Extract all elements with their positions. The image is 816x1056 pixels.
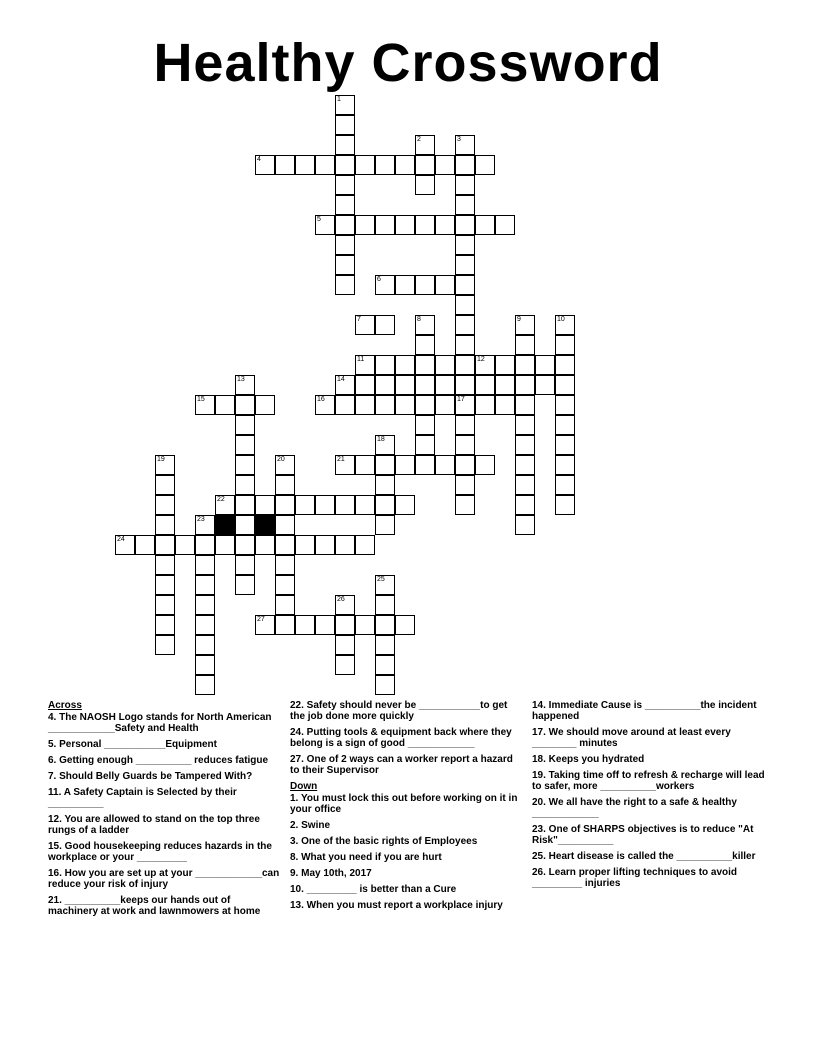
clue-number: 25 [377, 576, 385, 583]
across-clues [48, 712, 283, 917]
grid-cell[interactable] [515, 515, 535, 535]
grid-cell[interactable] [435, 355, 455, 375]
grid-cell[interactable] [555, 415, 575, 435]
clue-column-3 [532, 700, 767, 894]
clue-number: 1 [337, 96, 341, 103]
grid-cell[interactable] [155, 595, 175, 615]
clue-item: 25. Heart disease is called the __________killer [532, 851, 756, 862]
grid-cell[interactable] [155, 535, 175, 555]
grid-cell[interactable] [395, 215, 415, 235]
grid-cell[interactable] [195, 515, 215, 535]
grid-cell[interactable] [435, 455, 455, 475]
grid-cell[interactable] [335, 635, 355, 655]
clue-number: 18 [377, 436, 385, 443]
grid-cell[interactable] [475, 155, 495, 175]
grid-cell[interactable] [335, 655, 355, 675]
down-heading: Down [290, 781, 318, 792]
grid-cell[interactable] [255, 615, 275, 635]
grid-cell[interactable] [395, 615, 415, 635]
grid-cell[interactable] [535, 355, 555, 375]
clue-item: 20. We all have the right to a safe & healthy ____________ [532, 797, 737, 819]
clue-number: 6 [377, 276, 381, 283]
clue-number: 11 [357, 356, 365, 363]
grid-cell[interactable] [515, 355, 535, 375]
clue-item: 18. Keeps you hydrated [532, 754, 645, 765]
grid-cell[interactable] [395, 355, 415, 375]
grid-cell[interactable] [515, 395, 535, 415]
grid-cell[interactable] [375, 615, 395, 635]
clue-number: 14 [337, 376, 345, 383]
clue-item: 7. Should Belly Guards be Tampered With? [48, 771, 253, 782]
clue-item: 9. May 10th, 2017 [290, 868, 372, 879]
clue-number: 19 [157, 456, 165, 463]
grid-cell[interactable] [555, 455, 575, 475]
grid-cell[interactable] [195, 595, 215, 615]
black-cell [215, 515, 235, 535]
grid-cell[interactable] [195, 615, 215, 635]
grid-cell[interactable] [235, 415, 255, 435]
grid-cell[interactable] [335, 395, 355, 415]
grid-cell[interactable] [335, 95, 355, 115]
grid-cell[interactable] [395, 155, 415, 175]
grid-cell[interactable] [515, 315, 535, 335]
grid-cell[interactable] [415, 435, 435, 455]
clue-column-2 [290, 700, 525, 916]
grid-cell[interactable] [195, 555, 215, 575]
grid-cell[interactable] [335, 495, 355, 515]
grid-cell[interactable] [235, 555, 255, 575]
grid-cell[interactable] [195, 535, 215, 555]
grid-cell[interactable] [155, 475, 175, 495]
grid-cell[interactable] [135, 535, 155, 555]
across-clues-cont [290, 700, 525, 776]
grid-cell[interactable] [235, 515, 255, 535]
grid-cell[interactable] [395, 395, 415, 415]
grid-cell[interactable] [455, 335, 475, 355]
grid-cell[interactable] [335, 175, 355, 195]
grid-cell[interactable] [455, 155, 475, 175]
grid-cell[interactable] [335, 375, 355, 395]
grid-cell[interactable] [255, 535, 275, 555]
grid-cell[interactable] [235, 395, 255, 415]
grid-cell[interactable] [335, 455, 355, 475]
grid-cell[interactable] [355, 395, 375, 415]
clue-number: 24 [117, 536, 125, 543]
down-clues-cont [532, 700, 767, 889]
grid-cell[interactable] [275, 475, 295, 495]
grid-cell[interactable] [375, 375, 395, 395]
grid-cell[interactable] [375, 655, 395, 675]
grid-cell[interactable] [555, 395, 575, 415]
clue-number: 22 [217, 496, 225, 503]
grid-cell[interactable] [555, 495, 575, 515]
grid-cell[interactable] [335, 255, 355, 275]
grid-cell[interactable] [155, 455, 175, 475]
grid-cell[interactable] [335, 195, 355, 215]
grid-cell[interactable] [455, 495, 475, 515]
grid-cell[interactable] [555, 375, 575, 395]
clue-item: 14. Immediate Cause is __________the incident happened [532, 700, 757, 722]
grid-cell[interactable] [515, 335, 535, 355]
grid-cell[interactable] [515, 435, 535, 455]
grid-cell[interactable] [395, 455, 415, 475]
clue-item: 12. You are allowed to stand on the top three rungs of a ladder [48, 814, 260, 836]
grid-cell[interactable] [415, 395, 435, 415]
grid-cell[interactable] [335, 215, 355, 235]
clue-item: 1. You must lock this out before working on it in your office [290, 793, 518, 815]
grid-cell[interactable] [355, 495, 375, 515]
grid-cell[interactable] [315, 615, 335, 635]
grid-cell[interactable] [395, 375, 415, 395]
clue-number: 16 [317, 396, 325, 403]
grid-cell[interactable] [375, 395, 395, 415]
grid-cell[interactable] [555, 435, 575, 455]
grid-cell[interactable] [515, 475, 535, 495]
clue-item: 2. Swine [290, 820, 331, 831]
clue-item: 17. We should move around at least every ________ minutes [532, 727, 731, 749]
grid-cell[interactable] [195, 575, 215, 595]
grid-cell[interactable] [235, 455, 255, 475]
grid-cell[interactable] [435, 155, 455, 175]
grid-cell[interactable] [555, 335, 575, 355]
grid-cell[interactable] [195, 675, 215, 695]
grid-cell[interactable] [215, 395, 235, 415]
clue-number: 21 [337, 456, 345, 463]
grid-cell[interactable] [355, 155, 375, 175]
clue-number: 26 [337, 596, 345, 603]
grid-cell[interactable] [455, 375, 475, 395]
grid-cell[interactable] [335, 155, 355, 175]
clue-item: 22. Safety should never be ___________to get the job done more quickly [290, 700, 508, 722]
grid-cell[interactable] [295, 495, 315, 515]
grid-cell[interactable] [475, 395, 495, 415]
grid-cell[interactable] [415, 455, 435, 475]
grid-cell[interactable] [535, 375, 555, 395]
grid-cell[interactable] [515, 375, 535, 395]
grid-cell[interactable] [195, 395, 215, 415]
grid-cell[interactable] [235, 575, 255, 595]
grid-cell[interactable] [355, 215, 375, 235]
grid-cell[interactable] [455, 315, 475, 335]
grid-cell[interactable] [475, 455, 495, 475]
grid-cell[interactable] [295, 615, 315, 635]
grid-cell[interactable] [415, 335, 435, 355]
clue-item: 27. One of 2 ways can a worker report a hazard to their Supervisor [290, 754, 513, 776]
grid-cell[interactable] [515, 415, 535, 435]
grid-cell[interactable] [295, 535, 315, 555]
grid-cell[interactable] [155, 615, 175, 635]
grid-cell[interactable] [355, 375, 375, 395]
grid-cell[interactable] [455, 395, 475, 415]
grid-cell[interactable] [375, 635, 395, 655]
grid-cell[interactable] [215, 535, 235, 555]
grid-cell[interactable] [495, 375, 515, 395]
grid-cell[interactable] [475, 355, 495, 375]
clue-item: 13. When you must report a workplace injury [290, 900, 503, 911]
clue-number: 27 [257, 616, 265, 623]
clue-item: 16. How you are set up at your ____________can reduce your risk of injury [48, 868, 280, 890]
grid-cell[interactable] [415, 135, 435, 155]
grid-cell[interactable] [455, 255, 475, 275]
grid-cell[interactable] [375, 595, 395, 615]
grid-cell[interactable] [435, 395, 455, 415]
clue-number: 5 [317, 216, 321, 223]
grid-cell[interactable] [395, 495, 415, 515]
grid-cell[interactable] [275, 575, 295, 595]
clue-item: 19. Taking time off to refresh & recharge will lead to safer, more __________workers [532, 770, 765, 792]
grid-cell[interactable] [415, 355, 435, 375]
grid-cell[interactable] [515, 455, 535, 475]
grid-cell[interactable] [375, 155, 395, 175]
grid-cell[interactable] [375, 675, 395, 695]
grid-cell[interactable] [515, 495, 535, 515]
clue-item: 23. One of SHARPS objectives is to reduce "At Risk"__________ [532, 824, 754, 846]
grid-cell[interactable] [455, 455, 475, 475]
grid-cell[interactable] [555, 475, 575, 495]
grid-cell[interactable] [155, 575, 175, 595]
grid-cell[interactable] [375, 435, 395, 455]
grid-cell[interactable] [435, 275, 455, 295]
clue-item: 3. One of the basic rights of Employees [290, 836, 478, 847]
grid-cell[interactable] [375, 575, 395, 595]
grid-cell[interactable] [355, 355, 375, 375]
grid-cell[interactable] [315, 155, 335, 175]
grid-cell[interactable] [395, 275, 415, 295]
clue-item: 5. Personal ___________Equipment [48, 739, 217, 750]
clue-number: 23 [197, 516, 205, 523]
clue-number: 7 [357, 316, 361, 323]
grid-cell[interactable] [555, 315, 575, 335]
clue-item: 26. Learn proper lifting techniques to avoid _________ injuries [532, 867, 738, 889]
grid-cell[interactable] [275, 495, 295, 515]
grid-cell[interactable] [375, 275, 395, 295]
grid-cell[interactable] [115, 535, 135, 555]
grid-cell[interactable] [495, 355, 515, 375]
clue-number: 4 [257, 156, 261, 163]
grid-cell[interactable] [335, 115, 355, 135]
grid-cell[interactable] [415, 275, 435, 295]
grid-cell[interactable] [315, 215, 335, 235]
grid-cell[interactable] [355, 455, 375, 475]
grid-cell[interactable] [415, 315, 435, 335]
grid-cell[interactable] [355, 615, 375, 635]
grid-cell[interactable] [255, 395, 275, 415]
clue-item: 21. __________keeps our hands out of machinery at work and lawnmowers at home [48, 895, 261, 917]
clue-item: 6. Getting enough __________ reduces fatigue [48, 755, 269, 766]
grid-cell[interactable] [555, 355, 575, 375]
grid-cell[interactable] [235, 375, 255, 395]
grid-cell[interactable] [195, 635, 215, 655]
grid-cell[interactable] [315, 495, 335, 515]
clue-item: 15. Good housekeeping reduces hazards in the workplace or your _________ [48, 841, 272, 863]
grid-cell[interactable] [415, 155, 435, 175]
grid-cell[interactable] [475, 215, 495, 235]
grid-cell[interactable] [315, 535, 335, 555]
clue-item: 4. The NAOSH Logo stands for North American ____________Safety and Health [48, 712, 272, 734]
grid-cell[interactable] [335, 135, 355, 155]
clue-number: 12 [477, 356, 485, 363]
grid-cell[interactable] [335, 595, 355, 615]
grid-cell[interactable] [335, 275, 355, 295]
grid-cell[interactable] [275, 535, 295, 555]
grid-cell[interactable] [335, 615, 355, 635]
grid-cell[interactable] [455, 195, 475, 215]
grid-cell[interactable] [235, 495, 255, 515]
grid-cell[interactable] [455, 215, 475, 235]
grid-cell[interactable] [155, 555, 175, 575]
grid-cell[interactable] [255, 155, 275, 175]
grid-cell[interactable] [235, 475, 255, 495]
grid-cell[interactable] [455, 235, 475, 255]
clue-number: 13 [237, 376, 245, 383]
grid-cell[interactable] [375, 315, 395, 335]
grid-cell[interactable] [235, 535, 255, 555]
grid-cell[interactable] [275, 555, 295, 575]
grid-cell[interactable] [275, 595, 295, 615]
grid-cell[interactable] [435, 375, 455, 395]
grid-cell[interactable] [275, 515, 295, 535]
across-heading: Across [48, 700, 82, 711]
grid-cell[interactable] [455, 175, 475, 195]
clue-number: 17 [457, 396, 465, 403]
clue-item: 8. What you need if you are hurt [290, 852, 442, 863]
grid-cell[interactable] [415, 375, 435, 395]
clue-number: 8 [417, 316, 421, 323]
grid-cell[interactable] [275, 455, 295, 475]
clue-item: 24. Putting tools & equipment back where they belong is a sign of good ____________ [290, 727, 512, 749]
grid-cell[interactable] [315, 395, 335, 415]
clue-item: 11. A Safety Captain is Selected by their __________ [48, 787, 237, 809]
grid-cell[interactable] [375, 355, 395, 375]
clue-column-1 [48, 700, 283, 922]
grid-cell[interactable] [275, 615, 295, 635]
grid-cell[interactable] [175, 535, 195, 555]
black-cell [255, 515, 275, 535]
grid-cell[interactable] [455, 135, 475, 155]
grid-cell[interactable] [195, 655, 215, 675]
grid-cell[interactable] [495, 215, 515, 235]
grid-cell[interactable] [275, 155, 295, 175]
grid-cell[interactable] [155, 495, 175, 515]
grid-cell[interactable] [375, 475, 395, 495]
grid-cell[interactable] [455, 475, 475, 495]
grid-cell[interactable] [415, 215, 435, 235]
clue-number: 9 [517, 316, 521, 323]
clue-list [48, 700, 788, 960]
grid-cell[interactable] [375, 215, 395, 235]
grid-cell[interactable] [375, 515, 395, 535]
grid-cell[interactable] [455, 355, 475, 375]
down-clues [290, 793, 525, 911]
clue-number: 10 [557, 316, 565, 323]
grid-cell[interactable] [155, 515, 175, 535]
grid-cell[interactable] [415, 415, 435, 435]
clue-item: 10. _________ is better than a Cure [290, 884, 457, 895]
grid-cell[interactable] [295, 155, 315, 175]
grid-cell[interactable] [495, 395, 515, 415]
grid-cell[interactable] [455, 415, 475, 435]
clue-number: 3 [457, 136, 461, 143]
grid-cell[interactable] [435, 215, 455, 235]
page-title: Healthy Crossword [153, 33, 663, 93]
clue-number: 15 [197, 396, 205, 403]
clue-number: 20 [277, 456, 285, 463]
grid-cell[interactable] [355, 315, 375, 335]
clue-number: 2 [417, 136, 421, 143]
grid-cell[interactable] [355, 535, 375, 555]
grid-cell[interactable] [455, 435, 475, 455]
grid-cell[interactable] [475, 375, 495, 395]
grid-cell[interactable] [335, 235, 355, 255]
grid-cell[interactable] [375, 455, 395, 475]
grid-cell[interactable] [415, 175, 435, 195]
grid-cell[interactable] [155, 635, 175, 655]
grid-cell[interactable] [375, 495, 395, 515]
grid-cell[interactable] [455, 295, 475, 315]
grid-cell[interactable] [455, 275, 475, 295]
grid-cell[interactable] [335, 535, 355, 555]
grid-cell[interactable] [235, 435, 255, 455]
grid-cell[interactable] [215, 495, 235, 515]
grid-cell[interactable] [255, 495, 275, 515]
